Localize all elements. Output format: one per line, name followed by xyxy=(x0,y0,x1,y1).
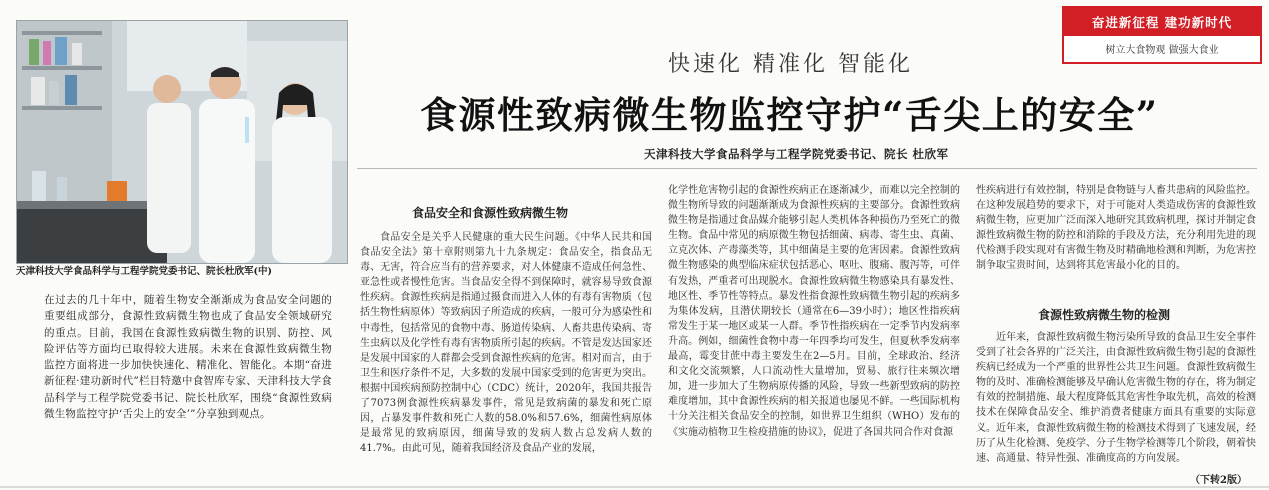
section-heading-1: 食品安全和食源性致病微生物 xyxy=(412,206,569,220)
column-3-text: 性疾病进行有效控制，特别是食物链与人畜共患病的风险监控。在这种发展趋势的要求下，对于可能对人类造成伤害的食源性致病微生物，应更加广泛而深入地研究其致病机理，探讨并制定食源性致病微生物的防控和消除的手段及方法，充分利用先进的现代检测手段实现对有害微生物及时精确地检测和判断，为危害控制争取宝贵时间，达到将其危害最小化的目的。 xyxy=(976,185,1256,272)
headline-subtitle: 快速化 精准化 智能化 xyxy=(668,52,913,77)
article-column-1 xyxy=(360,230,652,486)
column-badge xyxy=(1062,6,1262,64)
badge-top-label: 奋进新征程 建功新时代 xyxy=(1064,8,1260,36)
column-3b-text: 近年来，食源性致病微生物污染所导致的食品卫生安全事件受到了社会各界的广泛关注，由食源性致病微生物引起的食源性疾病已经成为一个严重的世界性公共卫生问题。食源性致病微生物的及时、准确检测能够及早确认危害微生物的存在，将为制定有效的控制措施、最大程度降低其危害性争取先机，高效的检测技术在保障食品安全、维护消费者健康方面具有重要的实际意义。近年来，食源性致病微生物的检测技术得到了飞速发展，经历了从生化检测、免疫学、分子生物学检测等几个阶段，朝着快速、高通量、特异性强、准确度高的方向发展。 xyxy=(976,332,1256,464)
article-column-3 xyxy=(976,183,1256,303)
column-1-text: 食品安全是关乎人民健康的重大民生问题。《中华人民共和国食品安全法》第十章附则第九十九条规定：食品安全，指食品无毒、无害，符合应当有的营养要求，对人体健康不造成任何急性、亚急性或者慢性危害。当食品安全得不到保障时，就容易导致食源性疾病。食源性疾病是指通过摄食而进入人体的有毒有害物质（包括生物性病原体）等致病因子所造成的疾病，一般可分为感染性和中毒性，包括常见的食物中毒、肠道传染病、人畜共患传染病、寄生虫病以及化学性有毒有害物质所引起的疾病。不管是发达国家还是发展中国家的人群都会受到食源性疾病的危害。相对而言，由于卫生和医疗条件不足，大多数的发展中国家受到的危害更为突出。根据中国疾病预防控制中心（CDC）统计，2020年，我国共报告了7073例食源性疾病暴发事件，常见是致病菌的暴发和死亡原因，占暴发事件数和死亡人数的58.0%和57.6%，细菌性病原体是最常见的致病原因，细菌导致的发病人数占总发病人数的41.7%。由此可见，随着我国经济及食品产业的发展， xyxy=(360,232,652,455)
article-column-3b xyxy=(976,330,1256,486)
headline-title: 食源性致病微生物监控守护“舌尖上的安全” xyxy=(420,93,1159,137)
photo-caption: 天津科技大学食品科学与工程学院党委书记、院长杜欣军(中) xyxy=(16,266,272,277)
column-2-text: 化学性危害物引起的食源性疾病正在逐渐减少，而难以完全控制的微生物所导致的问题渐渐成为食源性疾病的主要部分。食源性致病微生物是指通过食品媒介能够引起人类机体各种损伤乃至死亡的微生物。食品中常见的病原微生物包括细菌、病毒、寄生虫、真菌、立克次体、产毒藻类等，其中细菌是主要的危害因素。食源性致病微生物感染的典型临床症状包括恶心、呕吐、腹痛、腹泻等，可伴有发热，严重者可出现脱水。食源性致病微生物感染具有暴发性、地区性、季节性等特点。暴发性指食源性致病微生物引起的疾病多为集体发病，且潜伏期较长（通常在6—39小时）；地区性指疾病常发生于某一地区或某一人群。季节性指疾病在一定季节内发病率升高。例如，细菌性食物中毒一年四季均可发生，但夏秋季发病率最高，霉变甘蔗中毒主要发生在2—5月。目前，全球政治、经济和文化交流频繁，人口流动性大量增加，贸易、旅行往来频次增加，进一步加大了生物病原传播的风险，导致一些新型致病的防控难度增加，其中食源性疾病的相关报道也屡见不鲜。一些国际机构十分关注相关食品安全的控制，如世界卫生组织（WHO）发布的《实施动植物卫生检疫措施的协议》，促进了各国共同合作对食源 xyxy=(668,185,960,438)
bottom-rule xyxy=(0,486,1269,488)
continued-note: （下转2版） xyxy=(1184,471,1247,486)
section-heading-2: 食源性致病微生物的检测 xyxy=(1038,308,1171,322)
article-column-2 xyxy=(668,183,960,486)
headline-divider xyxy=(357,168,1257,169)
author-byline: 天津科技大学食品科学与工程学院党委书记、院长 杜欣军 xyxy=(644,147,949,161)
lab-photo xyxy=(16,20,348,264)
intro-text: 在过去的几十年中，随着生物安全渐渐成为食品安全问题的重要组成部分，食源性致病微生物也成了食品安全领域研究的重点。目前，我国在食源性致病微生物的识别、防控、风险评估等方面均已取得较大进展。未来在食源性致病微生物监控方面将进一步加快快速化、精准化、智能化。本期“奋进新征程·建功新时代”栏目特邀中食智库专家、天津科技大学食品科学与工程学院党委书记、院长杜欣军，围绕“食源性致病微生物监控守护‘舌尖上的安全’”分享独到观点。 xyxy=(44,294,332,421)
badge-bottom-label: 树立大食物观 做强大食业 xyxy=(1105,44,1219,56)
